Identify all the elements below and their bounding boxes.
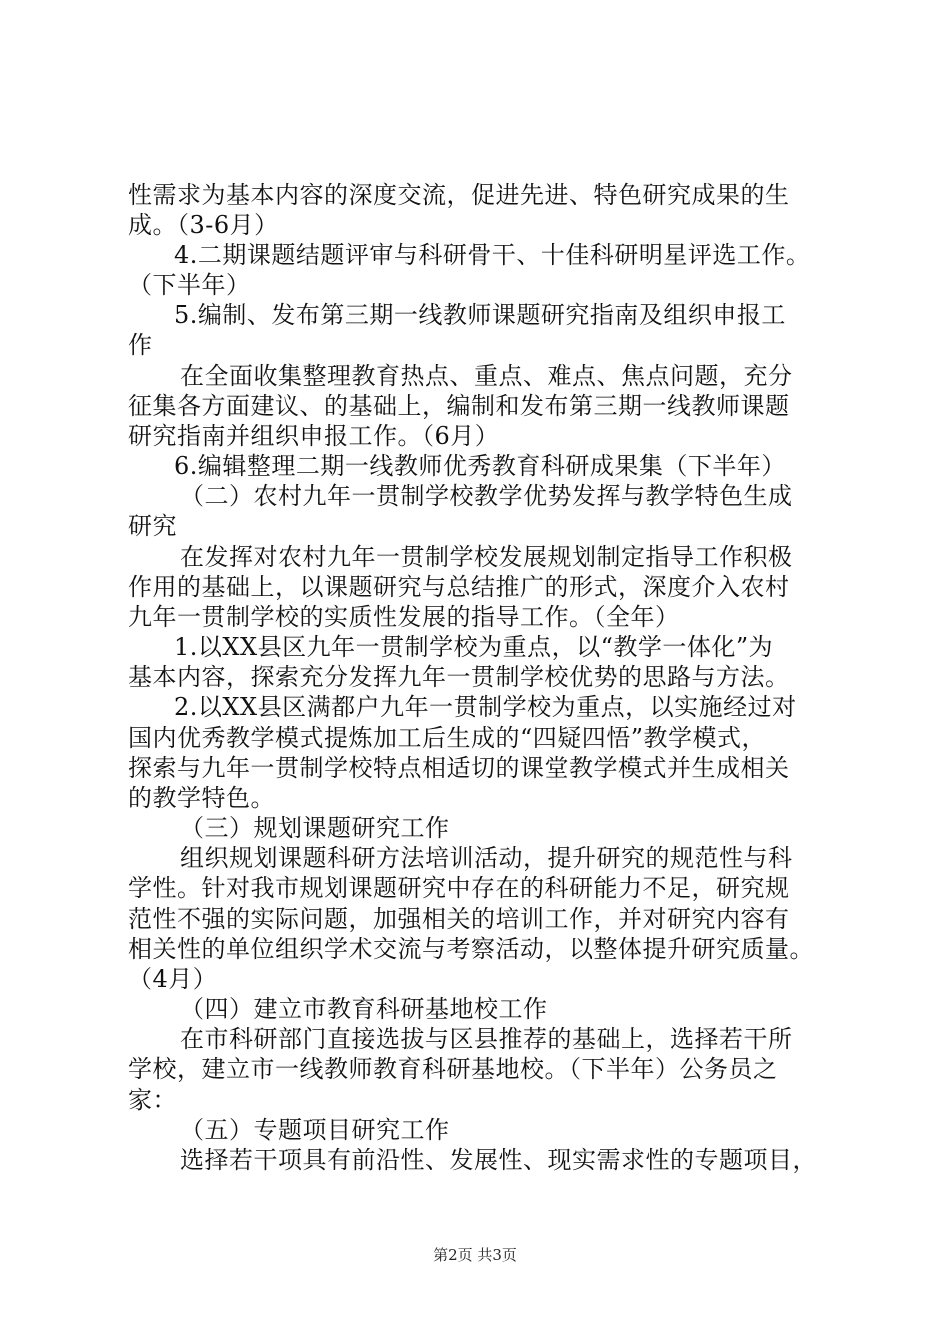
- text-line: 5.编制、发布第三期一线教师课题研究指南及组织申报工: [174, 301, 786, 329]
- text-line: 征集各方面建议、的基础上，编制和发布第三期一线教师课题: [128, 392, 790, 420]
- text-line: （4月）: [128, 965, 218, 993]
- text-line: 性需求为基本内容的深度交流，促进先进、特色研究成果的生: [128, 181, 790, 209]
- text-line: 作: [128, 331, 153, 359]
- text-line: （下半年）: [128, 271, 251, 299]
- text-line: 组织规划课题科研方法培训活动，提升研究的规范性与科: [180, 844, 793, 872]
- text-line: 成。（3-6月）: [128, 211, 279, 239]
- text-line: （三）规划课题研究工作: [180, 814, 450, 842]
- text-line: 选择若干项具有前沿性、发展性、现实需求性的专题项目，: [180, 1146, 817, 1174]
- text-line: 学校，建立市一线教师教育科研基地校。（下半年）公务员之: [128, 1055, 778, 1083]
- page-footer: [0, 1245, 950, 1265]
- text-line: 九年一贯制学校的实质性发展的指导工作。（全年）: [128, 603, 680, 631]
- text-line: 研究指南并组织申报工作。（6月）: [128, 422, 500, 450]
- text-line: 6.编辑整理二期一线教师优秀教育科研成果集（下半年）: [174, 452, 786, 480]
- text-line: 在全面收集整理教育热点、重点、难点、焦点问题，充分: [180, 362, 793, 390]
- text-line: 国内优秀教学模式提炼加工后生成的“四疑四悟”教学模式，: [128, 724, 767, 752]
- text-line: 相关性的单位组织学术交流与考察活动，以整体提升研究质量。: [128, 935, 814, 963]
- text-line: 范性不强的实际问题，加强相关的培训工作，并对研究内容有: [128, 905, 790, 933]
- text-line: 学性。针对我市规划课题研究中存在的科研能力不足，研究规: [128, 874, 790, 902]
- text-line: 基本内容，探索充分发挥九年一贯制学校优势的思路与方法。: [128, 663, 790, 691]
- text-line: （五）专题项目研究工作: [180, 1116, 450, 1144]
- text-line: （四）建立市教育科研基地校工作: [180, 995, 548, 1023]
- text-line: 研究: [128, 512, 177, 540]
- page-number-label: 第2页 共3页: [433, 1246, 517, 1264]
- text-line: 4.二期课题结题评审与科研骨干、十佳科研明星评选工作。: [174, 241, 811, 269]
- text-line: 在发挥对农村九年一贯制学校发展规划制定指导工作积极: [180, 543, 793, 571]
- text-line: 作用的基础上，以课题研究与总结推广的形式，深度介入农村: [128, 573, 790, 601]
- text-line: 在市科研部门直接选拔与区县推荐的基础上，选择若干所: [180, 1025, 793, 1053]
- text-line: 探索与九年一贯制学校特点相适切的课堂教学模式并生成相关: [128, 754, 790, 782]
- text-line: 1.以XX县区九年一贯制学校为重点，以“教学一体化”为: [174, 633, 774, 661]
- text-line: （二）农村九年一贯制学校教学优势发挥与教学特色生成: [180, 482, 793, 510]
- text-line: 的教学特色。: [128, 784, 275, 812]
- text-line: 2.以XX县区满都户九年一贯制学校为重点，以实施经过对: [174, 693, 797, 721]
- text-line: 家：: [128, 1086, 177, 1114]
